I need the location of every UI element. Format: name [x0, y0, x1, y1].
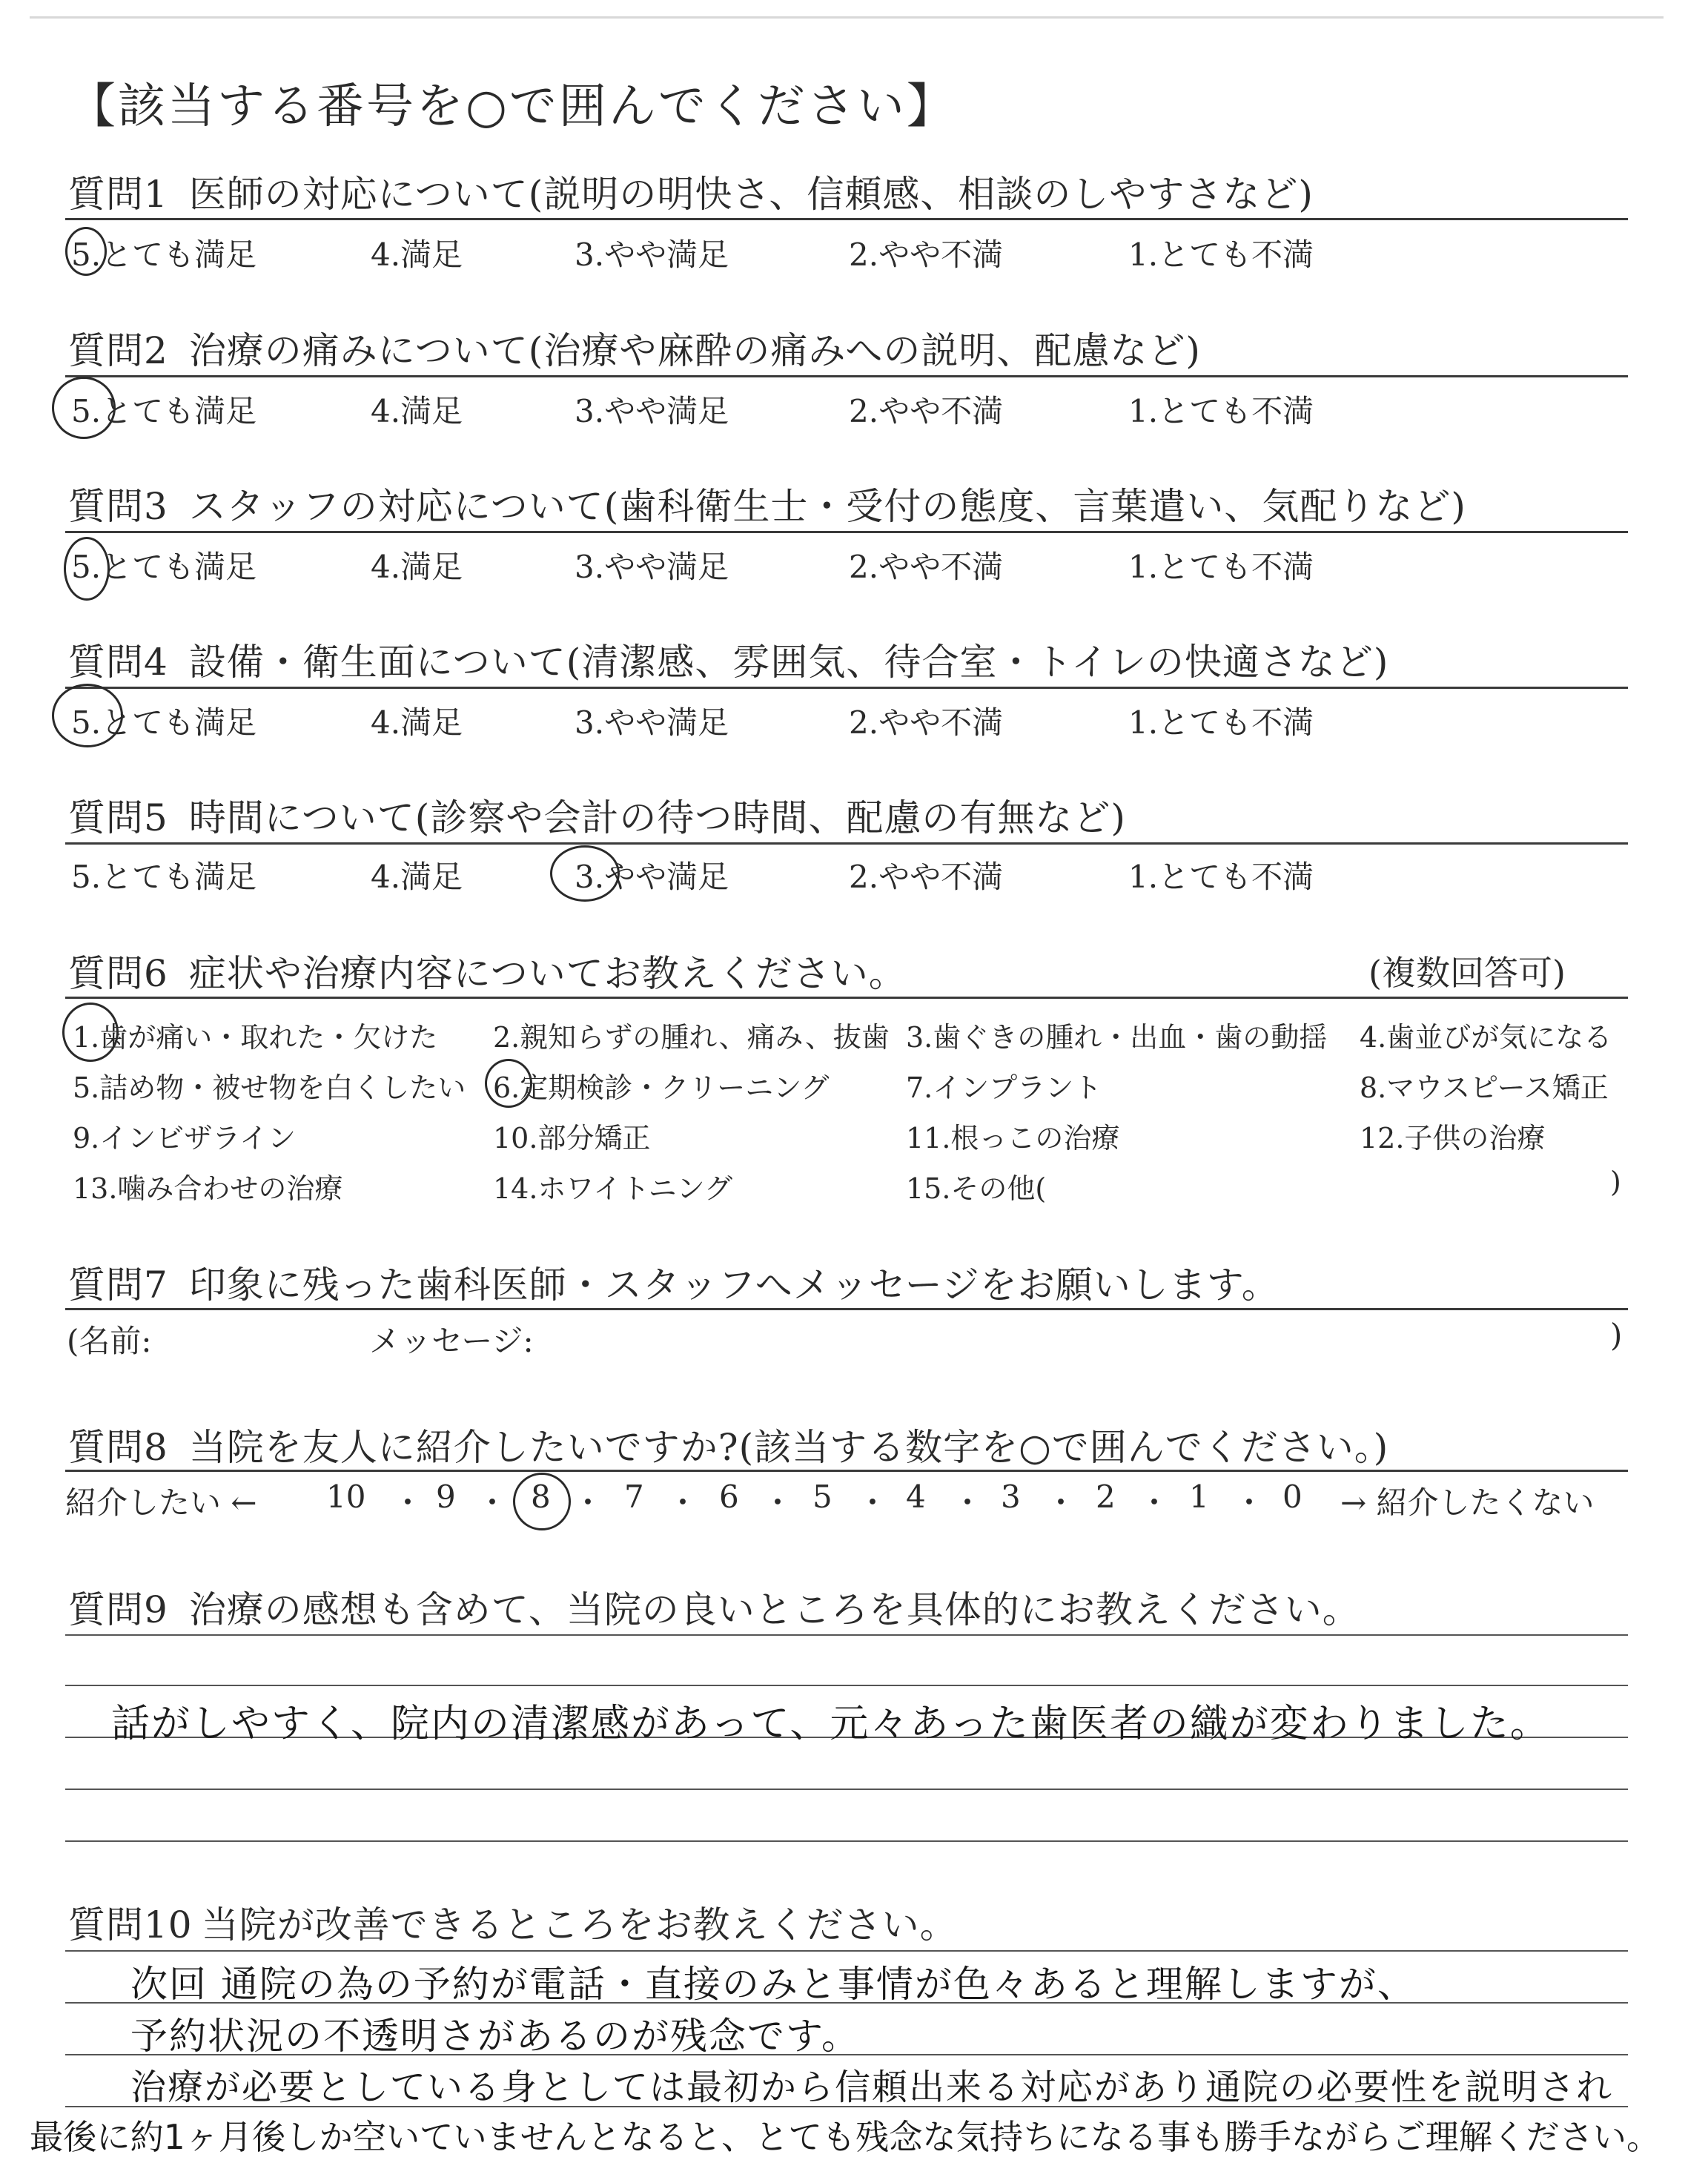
question-number: 質問3 [68, 485, 168, 528]
q1-selection-circle [65, 227, 107, 276]
q6-other-close-paren: ) [1610, 1166, 1621, 1198]
question-number: 質問1 [68, 173, 168, 216]
question-number: 質問2 [68, 329, 168, 372]
question-5-title [68, 788, 1126, 842]
q6-option-12[interactable]: 12.子供の治療 [1360, 1122, 1546, 1155]
rating-separator: ・ [1139, 1484, 1171, 1521]
q6-option-1[interactable]: 1.歯が痛い・取れた・欠けた [73, 1021, 438, 1054]
question-rule [65, 997, 1628, 999]
q6-option-5[interactable]: 5.詰め物・被せ物を白くしたい [73, 1071, 466, 1104]
question-text: 治療の感想も含めて、当院の良いところを具体的にお教えください。 [188, 1588, 1360, 1631]
question-text: 当院を友人に紹介したいですか?(該当する数字を○で囲んでください。) [188, 1426, 1389, 1469]
rating-9[interactable]: 9 [436, 1479, 456, 1515]
question-text: スタッフの対応について(歯科衛生士・受付の態度、言葉遣い、気配りなど) [188, 485, 1466, 528]
q1-option-3[interactable]: 3.やや満足 [575, 237, 729, 273]
multiple-answer-note: (複数回答可) [1368, 953, 1566, 993]
q8-selection-circle [513, 1473, 571, 1530]
question-text: 設備・衛生面について(清潔感、雰囲気、待合室・トイレの快適さなど) [188, 641, 1389, 684]
q4-selection-circle [52, 684, 123, 747]
question-2-title [68, 321, 1201, 374]
q3-option-2[interactable]: 2.やや不満 [849, 549, 1004, 585]
message-label: メッセージ: [369, 1323, 534, 1359]
rating-separator: ・ [1045, 1484, 1077, 1521]
name-label: (名前: [67, 1323, 152, 1359]
q3-option-1[interactable]: 1.とても不満 [1128, 549, 1314, 585]
question-8-title [68, 1418, 1388, 1471]
q6-option-2[interactable]: 2.親知らずの腫れ、痛み、抜歯 [493, 1021, 890, 1054]
q4-option-1[interactable]: 1.とても不満 [1128, 704, 1314, 741]
q6-option-15[interactable]: 15.その他( [906, 1172, 1047, 1205]
q6-selection-circle-6 [485, 1059, 532, 1108]
q6-selection-circle-1 [62, 1003, 119, 1062]
q2-option-4[interactable]: 4.満足 [371, 393, 463, 429]
q2-option-5[interactable]: 5.とても満足 [71, 393, 257, 429]
q6-option-9[interactable]: 9.インビザライン [73, 1122, 297, 1155]
question-6-title [68, 944, 907, 997]
question-rule [65, 218, 1628, 220]
question-10-title [68, 1895, 958, 1949]
q5-option-5[interactable]: 5.とても満足 [71, 859, 257, 895]
rating-7[interactable]: 7 [624, 1479, 644, 1515]
q1-option-4[interactable]: 4.満足 [371, 237, 463, 273]
q6-option-4[interactable]: 4.歯並びが気になる [1360, 1021, 1612, 1054]
question-number: 質問5 [68, 796, 168, 839]
q2-option-3[interactable]: 3.やや満足 [575, 393, 729, 429]
q3-selection-circle [64, 537, 110, 601]
question-rule [65, 842, 1628, 845]
q3-option-5[interactable]: 5.とても満足 [71, 549, 257, 585]
q6-option-3[interactable]: 3.歯ぐきの腫れ・出血・歯の動揺 [906, 1021, 1328, 1054]
question-number: 質問7 [68, 1264, 168, 1307]
q10-handwritten-line-4: 最後に約1ヶ月後しか空いていませんとなると、とても残念な気持ちになる事も勝手ながらご理解ください。 [30, 2117, 1661, 2157]
question-text: 時間について(診察や会計の待つ時間、配慮の有無など) [188, 796, 1126, 839]
question-number: 質問4 [68, 641, 168, 684]
q7-close-paren: ) [1610, 1317, 1623, 1353]
recommend-left-label: 紹介したい ← [65, 1484, 257, 1521]
q5-option-1[interactable]: 1.とても不満 [1128, 859, 1314, 895]
q4-option-4[interactable]: 4.満足 [371, 704, 463, 741]
scan-edge [30, 16, 1664, 19]
q5-option-3[interactable]: 3.やや満足 [575, 859, 729, 895]
q3-option-4[interactable]: 4.満足 [371, 549, 463, 585]
q2-selection-circle [52, 377, 116, 439]
q5-option-4[interactable]: 4.満足 [371, 859, 463, 895]
answer-line [65, 1634, 1628, 1636]
q10-handwritten-line-1: 次回 通院の為の予約が電話・直接のみと事情が色々あると理解しますが、 [130, 1963, 1416, 2006]
answer-line [65, 1950, 1628, 1952]
question-rule [65, 1470, 1628, 1472]
question-number: 質問6 [68, 952, 168, 995]
recommend-right-label: → 紹介したくない [1340, 1484, 1595, 1521]
q6-option-6[interactable]: 6.定期検診・クリーニング [493, 1071, 830, 1104]
rating-2[interactable]: 2 [1096, 1479, 1116, 1515]
rating-separator: ・ [392, 1484, 424, 1521]
q6-option-11[interactable]: 11.根っこの治療 [906, 1122, 1120, 1155]
q4-option-5[interactable]: 5.とても満足 [71, 704, 257, 741]
question-number: 質問8 [68, 1426, 168, 1469]
answer-line [65, 1789, 1628, 1790]
q5-selection-circle [550, 845, 620, 902]
question-1-title [68, 165, 1314, 218]
answer-line [65, 1840, 1628, 1842]
question-rule [65, 531, 1628, 533]
q2-option-2[interactable]: 2.やや不満 [849, 393, 1004, 429]
question-text: 当院が改善できるところをお教えください。 [201, 1903, 958, 1946]
page-heading: 【該当する番号を○で囲んでください】 [68, 79, 956, 134]
question-number: 質問10 [68, 1903, 193, 1946]
q10-handwritten-line-3: 治療が必要としている身としては最初から信頼出来る対応があり通院の必要性を説明され [130, 2067, 1614, 2108]
question-text: 印象に残った歯科医師・スタッフへメッセージをお願いします。 [188, 1264, 1280, 1307]
question-rule [65, 1308, 1628, 1310]
rating-separator: ・ [572, 1484, 604, 1521]
question-4-title [68, 633, 1388, 686]
q1-option-2[interactable]: 2.やや不満 [849, 237, 1004, 273]
q1-option-5[interactable]: 5.とても満足 [71, 237, 257, 273]
question-text: 医師の対応について(説明の明快さ、信頼感、相談のしやすさなど) [188, 173, 1314, 216]
q4-option-2[interactable]: 2.やや不満 [849, 704, 1004, 741]
rating-separator: ・ [857, 1484, 889, 1521]
q2-option-1[interactable]: 1.とても不満 [1128, 393, 1314, 429]
question-rule [65, 375, 1628, 377]
q6-option-7[interactable]: 7.インプラント [906, 1071, 1102, 1104]
rating-separator: ・ [667, 1484, 699, 1521]
rating-6[interactable]: 6 [719, 1479, 739, 1515]
question-text: 治療の痛みについて(治療や麻酔の痛みへの説明、配慮など) [188, 329, 1201, 372]
rating-3[interactable]: 3 [1001, 1479, 1021, 1515]
q3-option-3[interactable]: 3.やや満足 [575, 549, 729, 585]
rating-8[interactable]: 8 [531, 1479, 551, 1515]
rating-separator: ・ [477, 1484, 509, 1521]
rating-4[interactable]: 4 [906, 1479, 926, 1515]
q6-option-8[interactable]: 8.マウスピース矯正 [1360, 1071, 1609, 1104]
rating-separator: ・ [952, 1484, 984, 1521]
q5-option-2[interactable]: 2.やや不満 [849, 859, 1004, 895]
q1-option-1[interactable]: 1.とても不満 [1128, 237, 1314, 273]
question-3-title [68, 477, 1466, 530]
rating-10[interactable]: 10 [326, 1479, 366, 1515]
q9-handwritten-answer: 話がしやすく、院内の清潔感があって、元々あった歯医者の織が変わりました。 [111, 1702, 1550, 1746]
answer-line [65, 1685, 1628, 1686]
question-rule [65, 687, 1628, 689]
q6-option-14[interactable]: 14.ホワイトニング [493, 1172, 733, 1205]
rating-1[interactable]: 1 [1189, 1479, 1209, 1515]
q10-handwritten-line-2: 予約状況の不透明さがあるのが残念です。 [130, 2015, 860, 2058]
question-7-title [68, 1255, 1280, 1309]
q6-option-10[interactable]: 10.部分矯正 [493, 1122, 651, 1155]
question-number: 質問9 [68, 1588, 168, 1631]
q4-option-3[interactable]: 3.やや満足 [575, 704, 729, 741]
rating-5[interactable]: 5 [812, 1479, 833, 1515]
rating-separator: ・ [1234, 1484, 1265, 1521]
rating-separator: ・ [762, 1484, 794, 1521]
question-text: 症状や治療内容についてお教えください。 [188, 952, 907, 995]
rating-0[interactable]: 0 [1282, 1479, 1302, 1515]
question-9-title [68, 1580, 1360, 1634]
q6-option-13[interactable]: 13.噛み合わせの治療 [73, 1172, 343, 1205]
